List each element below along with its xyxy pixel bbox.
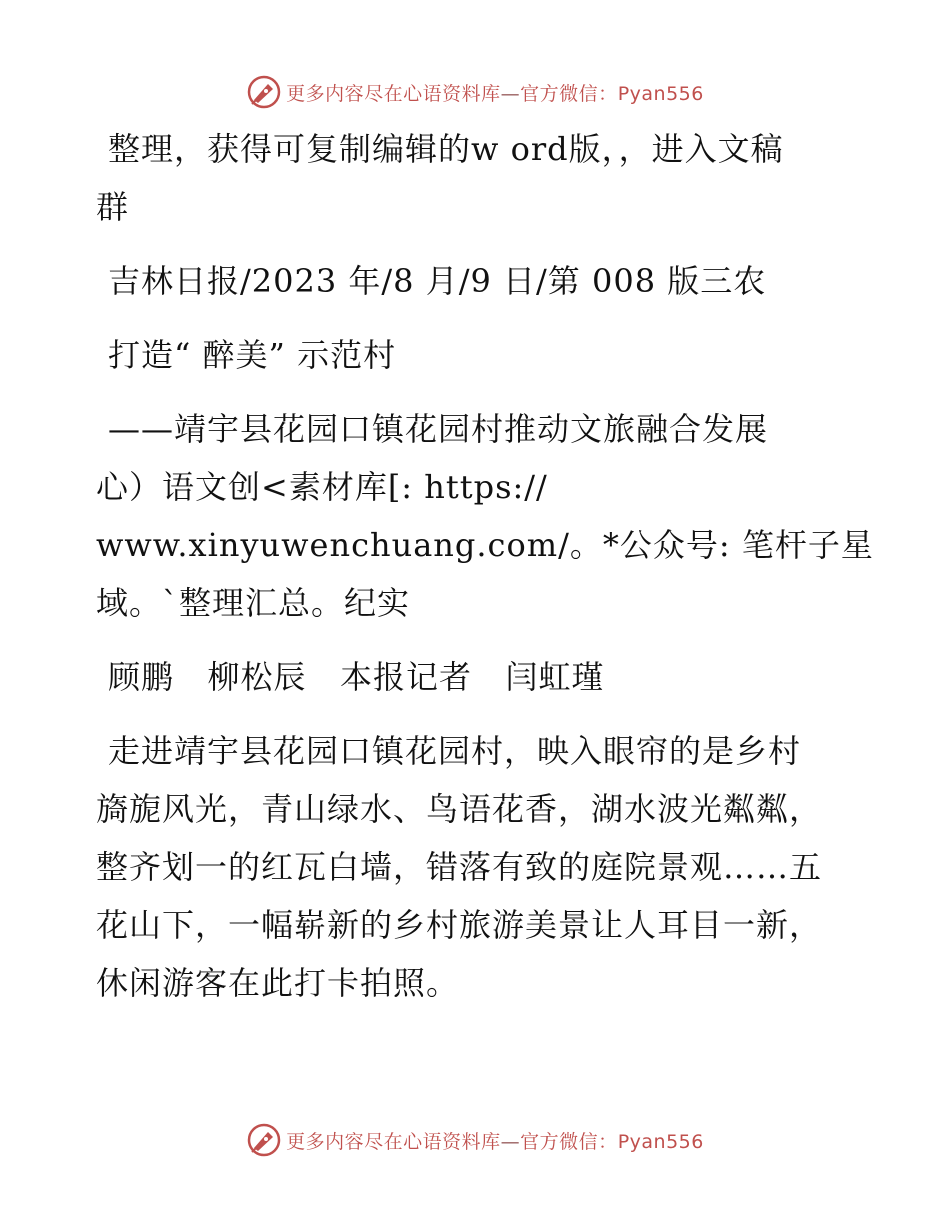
body-line-3: 整齐划一的红瓦白墙，错落有致的庭院景观……五 [96,848,823,886]
pen-nib-logo-icon [246,74,282,110]
source-line: 吉林日报/2023 年/8 月/9 日/第 008 版三农 [108,262,767,300]
body-line-4: 花山下，一幅崭新的乡村旅游美景让人耳目一新， [96,906,823,944]
header-watermark [0,72,950,112]
pen-nib-logo-icon [246,1122,282,1158]
watermark-text: 更多内容尽在心语资料库—官方微信：Pyan556 [286,1130,704,1153]
document-body [96,120,874,1012]
body-line-1: 走进靖宇县花园口镇花园村，映入眼帘的是乡村 [108,732,802,770]
notice-line-1: 心）语文创<素材库[: https:// [96,468,548,506]
intro-line-1: 整理，获得可复制编辑的w ord版，，进入文稿 [108,130,784,168]
notice-line-3: 域。`整理汇总。纪实 [96,584,411,622]
watermark-text: 更多内容尽在心语资料库—官方微信：Pyan556 [286,82,704,105]
article-title: 打造“ 醉美” 示范村 [108,336,397,374]
body-line-5: 休闲游客在此打卡拍照。 [96,964,460,1002]
body-line-2: 旖旎风光，青山绿水、鸟语花香，湖水波光粼粼， [96,790,823,828]
article-subtitle: ——靖宇县花园口镇花园村推动文旅融合发展 [108,410,769,448]
footer-watermark [0,1120,950,1160]
notice-line-2: www.xinyuwenchuang.com/。*公众号: 笔杆子星 [96,526,874,564]
author-line: 顾鹏 柳松辰 本报记者 闫虹瑾 [108,658,605,696]
intro-line-2: 群 [96,188,130,226]
